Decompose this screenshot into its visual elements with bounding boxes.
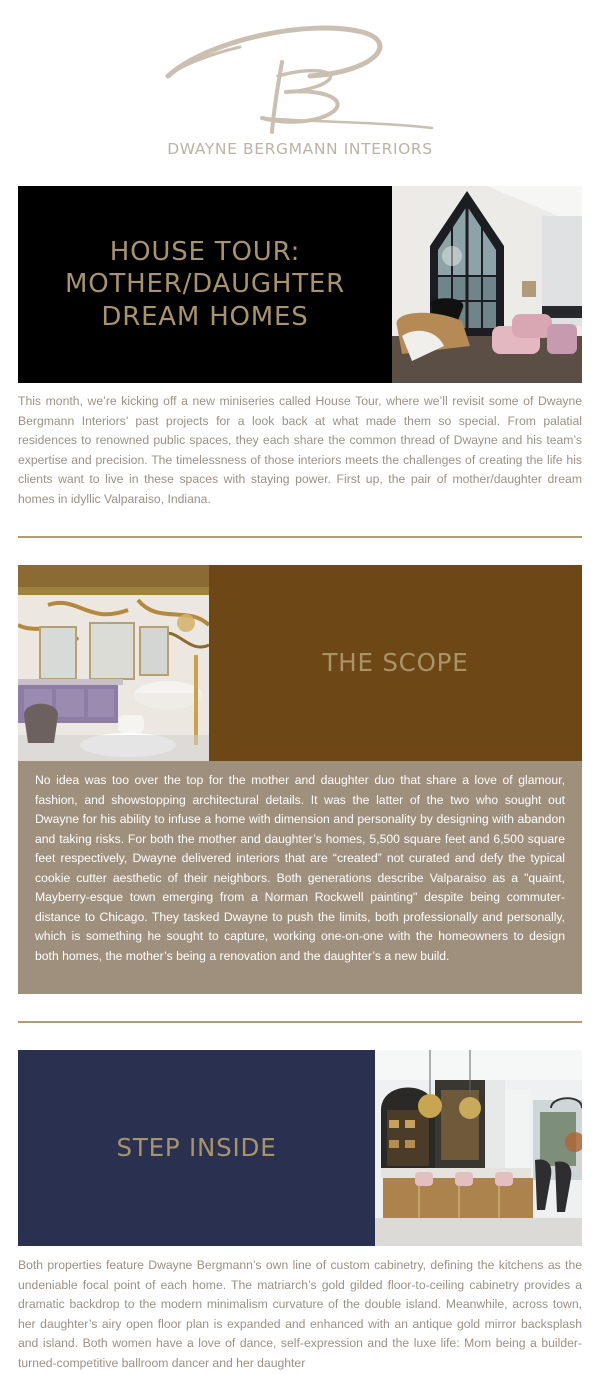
scope-title-panel — [209, 565, 582, 761]
brand-name: DWAYNE BERGMANN INTERIORS — [167, 140, 433, 158]
bathroom-photo — [18, 565, 209, 761]
step-inside-title: STEP INSIDE — [116, 1132, 277, 1162]
scope-title: THE SCOPE — [322, 647, 469, 677]
section-divider — [18, 1021, 582, 1023]
brand-logo[interactable] — [0, 0, 600, 170]
kitchen-photo — [375, 1050, 582, 1246]
house-tour-title: HOUSE TOUR: MOTHER/DAUGHTER DREAM HOMES — [64, 236, 346, 332]
scope-text-box — [18, 761, 582, 994]
step-inside-body: Both properties feature Dwayne Bergmann’s own line of custom cabinetry, defining the kitchens as the undeniable focal point of each home. The matriarch’s gold gilded floor-to-ceiling cabinetry provides a dramatic backdrop to the modern minimalism curvature of the double island. Meanwhile, across town, her daughter’s airy open floor plan is expanded and enhanced with an antique gold mirror backsplash and island. Both women have a love of dance, self-expression and the luxe life: Mom being a builder-turned-competitive ballroom dancer and her daughter — [18, 1258, 582, 1370]
step-inside-title-panel — [18, 1050, 375, 1246]
scope-banner[interactable] — [18, 565, 582, 761]
house-tour-banner[interactable] — [18, 186, 582, 383]
monogram-logo — [150, 14, 450, 139]
section-divider — [18, 536, 582, 538]
living-room-photo — [392, 186, 582, 383]
house-tour-intro: This month, we’re kicking off a new miniseries called House Tour, where we’ll revisit some of Dwayne Bergmann Interiors’ past projects for a look back at what made them so special. From palatial residences to renowned public spaces, they each share the common thread of Dwayne and his team’s expertise and precision. The timelessness of those interiors meets the challenges of creating the life his clients want to live in these spaces with staying power. First up, the pair of mother/daughter dream homes in idyllic Valparaiso, Indiana. — [18, 394, 582, 506]
scope-body: No idea was too over the top for the mother and daughter duo that share a love of glamour, fashion, and showstopping architectural details. It was the latter of the two who sought out Dwayne for his ability to infuse a home with dimension and personality by designing with abandon and taking risks. For both the mother and daughter’s homes, 5,500 square feet and 6,500 square feet respectively, Dwayne delivered interiors that are “created” not curated and defy the typical cookie cutter aesthetic of their neighbors. Both generations describe Valparaiso as a "quaint, Mayberry-esque town emerging from a Norman Rockwell painting" despite being commuter-distance to Chicago. They tasked Dwayne to push the limits, both professionally and personally, which is something he sought to capture, working one-on-one with the homeowners to design both homes, the mother’s being a renovation and the daughter’s a new build. — [35, 773, 565, 963]
house-tour-title-panel — [18, 186, 392, 383]
step-inside-banner[interactable] — [18, 1050, 582, 1246]
